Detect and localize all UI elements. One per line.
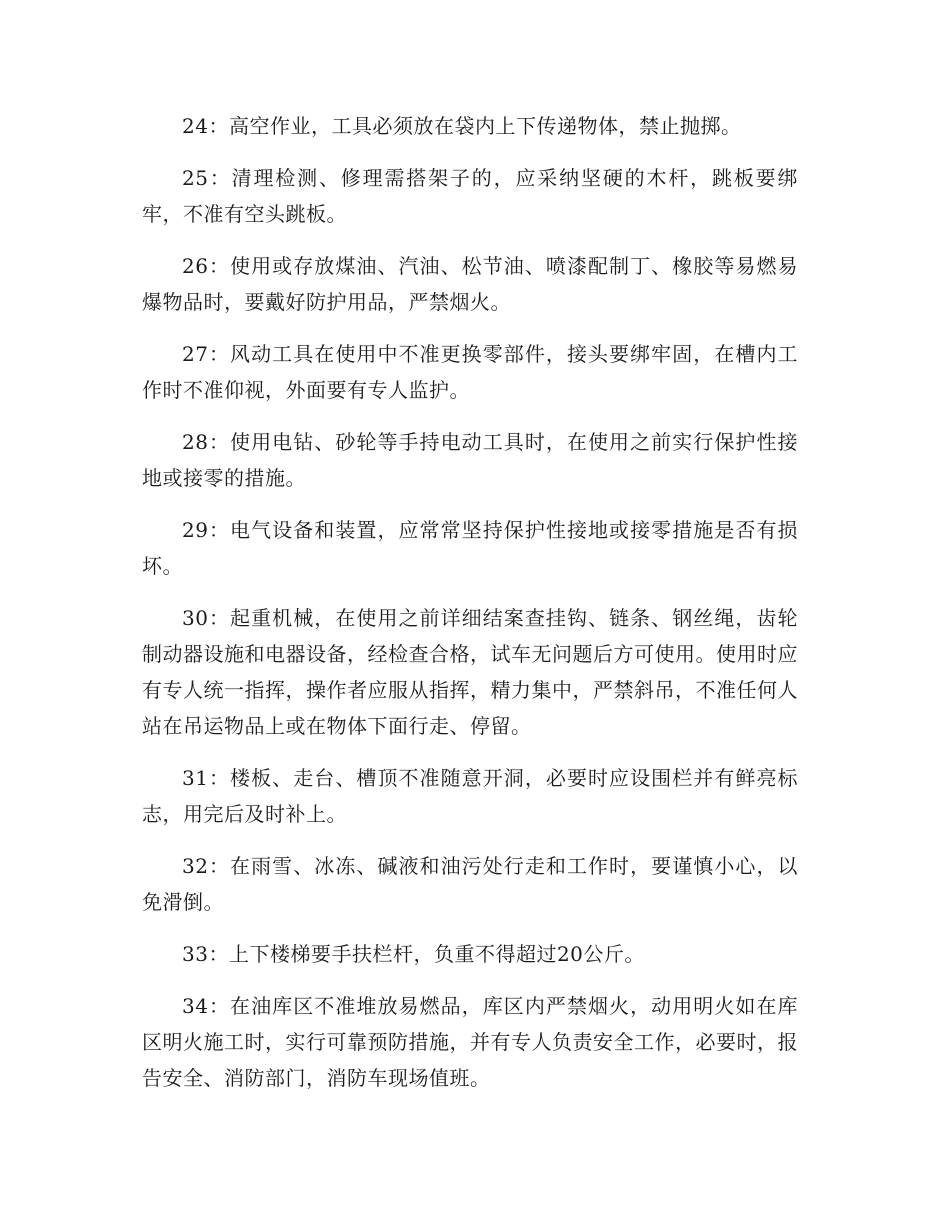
paragraph-28: 28：使用电钻、砂轮等手持电动工具时，在使用之前实行保护性接地或接零的措施。: [142, 430, 798, 490]
paragraph-29: 29：电气设备和装置，应常常坚持保护性接地或接零措施是否有损坏。: [142, 518, 798, 578]
paragraph-34: 34：在油库区不准堆放易燃品，库区内严禁烟火，动用明火如在库区明火施工时，实行可靠预防措施，并有专人负责安全工作，必要时，报告安全、消防部门，消防车现场值班。: [142, 994, 798, 1090]
paragraph-33: 33：上下楼梯要手扶栏杆，负重不得超过20公斤。: [182, 942, 645, 966]
paragraph-26: 26：使用或存放煤油、汽油、松节油、喷漆配制丁、橡胶等易燃易爆物品时，要戴好防护用品，严禁烟火。: [142, 254, 798, 314]
paragraph-24: 24：高空作业，工具必须放在袋内上下传递物体，禁止抛掷。: [182, 114, 742, 138]
paragraph-30: 30：起重机械，在使用之前详细结案查挂钩、链条、钢丝绳，齿轮制动器设施和电器设备，经检查合格，试车无问题后方可使用。使用时应有专人统一指挥，操作者应服从指挥，精力集中，严禁斜吊，不准任何人站在吊运物品上或在物体下面行走、停留。: [142, 606, 798, 738]
paragraph-32: 32：在雨雪、冰冻、碱液和油污处行走和工作时，要谨慎小心，以免滑倒。: [142, 854, 798, 914]
paragraph-25: 25：清理检测、修理需搭架子的，应采纳坚硬的木杆，跳板要绑牢，不准有空头跳板。: [142, 166, 798, 226]
paragraph-27: 27：风动工具在使用中不准更换零部件，接头要绑牢固，在槽内工作时不准仰视，外面要有专人监护。: [142, 342, 798, 402]
document-page: [142, 108, 798, 1112]
paragraph-31: 31：楼板、走台、槽顶不准随意开洞，必要时应设围栏并有鲜亮标志，用完后及时补上。: [142, 766, 798, 826]
